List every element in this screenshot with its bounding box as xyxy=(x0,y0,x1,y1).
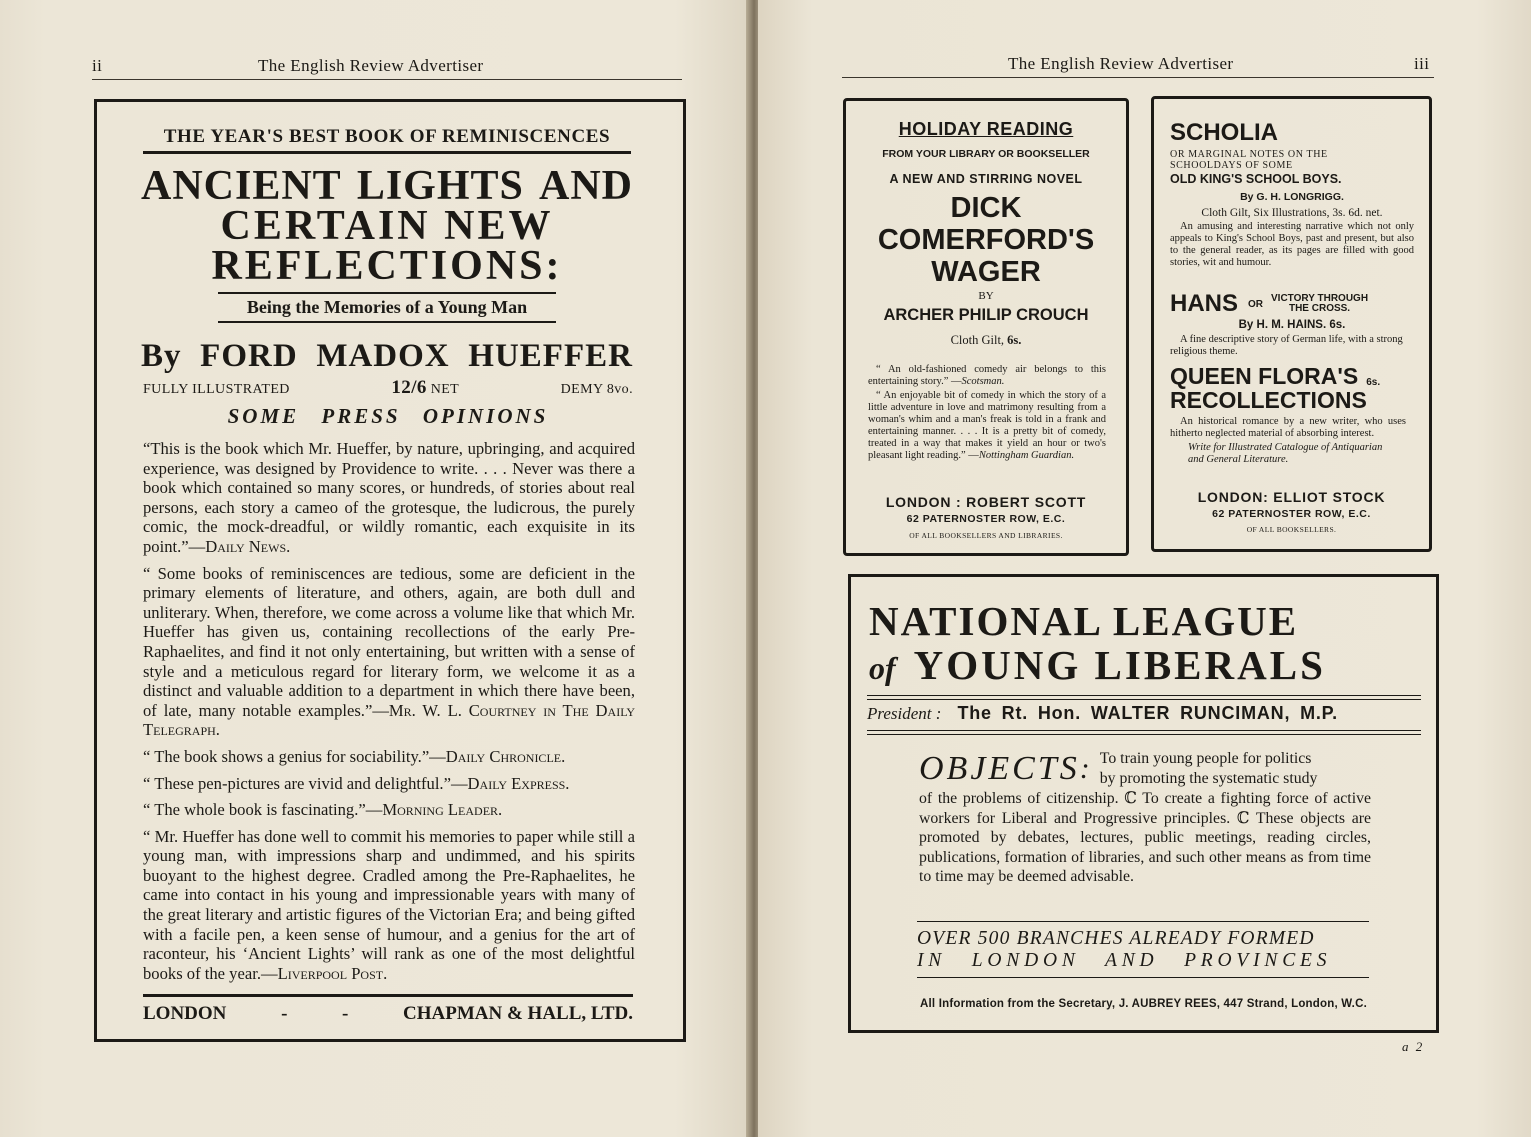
queen-price: 6s. xyxy=(1366,377,1381,388)
league-rule-bottom xyxy=(867,730,1421,735)
quote-source: Daily Chronicle. xyxy=(445,746,566,766)
book-title xyxy=(141,163,633,289)
press-opinions-heading: SOME PRESS OPINIONS xyxy=(227,404,549,428)
novel-binding-price: Cloth Gilt, 6s. xyxy=(950,333,1022,347)
quote-source: Morning Leader. xyxy=(382,800,503,820)
scholia-author: By G. H. LONGRIGG. xyxy=(1240,191,1344,203)
author-word-2: MADOX xyxy=(316,338,450,374)
league-info: All Information from the Secretary, J. AUBREY REES, 447 Strand, London, W.C. xyxy=(920,998,1367,1010)
scholia-sub-3: OLD KING'S SCHOOL BOYS. xyxy=(1170,172,1342,186)
footer-publisher: CHAPMAN & HALL, LTD. xyxy=(403,1003,633,1024)
title-word-lights: LIGHTS xyxy=(356,163,524,209)
book-format: DEMY 8vo. xyxy=(560,382,633,397)
hans-block xyxy=(1170,290,1414,358)
hans-title: HANS xyxy=(1170,290,1239,317)
objects-colon: : xyxy=(1079,752,1090,785)
right-folio: iii xyxy=(1414,54,1430,73)
novel-by: BY xyxy=(978,290,994,302)
title-line-3: REFLECTIONS: xyxy=(211,243,563,289)
book-author xyxy=(141,338,633,375)
title-line-2: CERTAIN NEW xyxy=(220,203,554,249)
young-liberals-advert xyxy=(848,574,1439,1033)
league-title-of: of xyxy=(869,650,896,686)
left-folio: ii xyxy=(92,56,103,75)
hans-desc: A fine descriptive story of German life, with a strong religious theme. xyxy=(1170,334,1403,357)
stock-sellers: OF ALL BOOKSELLERS. xyxy=(1246,525,1337,534)
price-line xyxy=(143,377,633,399)
author-word-1: FORD xyxy=(200,338,298,374)
author-word-3: HUEFFER xyxy=(468,338,633,374)
advert-header: THE YEAR'S BEST BOOK OF REMINISCENCES xyxy=(143,126,631,154)
scholia-desc: An amusing and interesting narrative which not only appeals to King's School Boys, past and present, but also to the general reader, as its pages are filled with good stories, wit and humour. xyxy=(1170,221,1414,268)
branches-line-2: IN LONDON AND PROVINCES xyxy=(917,950,1332,971)
novel-title-2: COMERFORD'S xyxy=(877,224,1095,256)
president-line xyxy=(867,703,1421,724)
book-subtitle: Being the Memories of a Young Man xyxy=(218,292,556,323)
quote-item: “ The book shows a genius for sociability.”—Daily Chronicle. xyxy=(143,746,566,766)
footer-city: LONDON xyxy=(143,1003,227,1024)
left-head-rule xyxy=(92,79,682,80)
catalogue-note: Write for Illustrated Catalogue of Antiquarian and General Literature. xyxy=(1188,442,1383,465)
scholia-sub-1: OR MARGINAL NOTES ON THE xyxy=(1170,149,1328,160)
objects-line-2: by promoting the systematic study xyxy=(1099,770,1318,787)
hans-price: 6s. xyxy=(1329,319,1346,331)
league-title-1: NATIONAL LEAGUE xyxy=(869,598,1299,644)
holiday-tagline: A NEW AND STIRRING NOVEL xyxy=(889,172,1083,186)
quote-source: Daily Express. xyxy=(467,773,570,793)
title-word-ancient: ANCIENT xyxy=(141,163,342,209)
scholia-binding: Cloth Gilt, Six Illustrations, 3s. 6d. net. xyxy=(1201,207,1383,219)
quote-source: Daily News. xyxy=(205,536,291,556)
president-label: President : xyxy=(867,704,942,723)
title-word-and: AND xyxy=(539,163,633,209)
branches-line-1: OVER 500 BRANCHES ALREADY FORMED xyxy=(917,928,1315,949)
novel-price: 6s. xyxy=(1007,333,1022,347)
holiday-from: FROM YOUR LIBRARY OR BOOKSELLER xyxy=(882,148,1090,160)
footer-dash: - xyxy=(342,1003,349,1024)
quote-item: “ Mr. Hueffer has done well to commit his memories to paper while still a young man, with impressions sharp and undimmed, and his spirits buoyant to the highest degree. Cradled among the Pre-Raphaelites, he came into contact in his young and impressionable years with many of the great literary and artistic figures of the Victorian Era; and being gifted with a facile pen, a keen sense of humour, and a genius for the art of raconteur, his ‘Ancient Lights’ will rank as one of the most delightful books of the year.—Liverpool Post. xyxy=(143,826,635,983)
elliot-stock-advert xyxy=(1151,96,1432,552)
hans-or: OR xyxy=(1248,298,1264,310)
right-page xyxy=(758,0,1531,1137)
quote-source: Mr. W. L. Courtney in The Daily Telegraph. xyxy=(143,700,635,740)
footer-dash: - xyxy=(281,1003,288,1024)
objects-label: OBJECTS xyxy=(919,750,1080,787)
scholia-sub-2: SCHOOLDAYS OF SOME xyxy=(1170,160,1293,171)
press-quotes xyxy=(143,439,635,990)
queen-desc: An historical romance by a new writer, who uses hitherto neglected material of absorbing interest. xyxy=(1170,416,1406,439)
objects-block xyxy=(919,749,1371,887)
league-rule-top xyxy=(867,695,1421,700)
publisher-footer xyxy=(143,994,633,1025)
queen-title-2: RECOLLECTIONS xyxy=(1170,387,1367,413)
right-running-head: The English Review Advertiser xyxy=(1008,54,1234,73)
author-by: By xyxy=(141,338,182,374)
ancient-lights-advert xyxy=(94,99,686,1042)
president-name: The Rt. Hon. WALTER RUNCIMAN, M.P. xyxy=(957,703,1338,723)
quote-item: “ Some books of reminiscences are tedious, some are deficient in the primary elements of literature, and others, again, are both dull and unliterary. When, therefore, we come across a volume like that which Mr. Hueffer has given us, containing recollections of the early Pre-Raphaelites, and find it not only entertaining, but written with a sense of style and a meticulous regard for literary form, we welcome it as a distinct and valuable addition to a department in which there have been, of late, many notable examples.”—Mr. W. L. Courtney in The Daily Telegraph. xyxy=(143,563,635,740)
right-head-rule xyxy=(842,77,1434,78)
league-title-2: YOUNG LIBERALS xyxy=(913,642,1326,688)
objects-line-1: To train young people for politics xyxy=(1099,750,1312,768)
holiday-heading: HOLIDAY READING xyxy=(898,119,1074,139)
scholia-title: SCHOLIA xyxy=(1170,119,1278,146)
quote-item: “ The whole book is fascinating.”—Morning Leader. xyxy=(143,800,503,820)
signature-mark: a 2 xyxy=(1402,1039,1425,1054)
holiday-reading-advert xyxy=(843,98,1129,556)
holiday-address: 62 PATERNOSTER ROW, E.C. xyxy=(906,513,1066,525)
hans-author: By H. M. HAINS. xyxy=(1238,319,1327,331)
book-price: 12/6 xyxy=(391,377,427,398)
queen-title-1: QUEEN FLORA'S xyxy=(1170,363,1359,389)
holiday-publisher: LONDON : ROBERT SCOTT xyxy=(885,494,1087,510)
review-1: “ An old-fashioned comedy air belongs to this entertaining story.” —Scotsman. xyxy=(868,364,1106,387)
objects-body: of the problems of citizenship. ℂ To create a fighting force of active workers for Liberal and Progressive principles. ℂ These objects are promoted by debates, lectures, public meetings, reading circles, publications, formation of libraries, and such other means as from time to time may be deemed advisable. xyxy=(919,790,1371,886)
illustrated-note: FULLY ILLUSTRATED xyxy=(143,382,290,397)
novel-author: ARCHER PHILIP CROUCH xyxy=(883,306,1089,324)
left-page xyxy=(0,0,750,1137)
quote-source: Liverpool Post. xyxy=(277,963,388,983)
novel-reviews xyxy=(868,364,1106,462)
review-2: “ An enjoyable bit of comedy in which the story of a little adventure in love and matrimony resulting from a woman's whim and a man's freak is told in a frank and entertaining manner. . . . It is a pretty bit of comedy, treated in a way that makes it yield an hour or two's pleasant light reading.” —Nottingham Guardian. xyxy=(868,390,1106,461)
hans-sub-2: THE CROSS. xyxy=(1288,303,1351,314)
quote-item: “This is the book which Mr. Hueffer, by nature, upbringing, and acquired experience, was designed by Providence to write. . . . Never was there a book which contained so many scores, or hundreds, of stories about real persons, each story a cameo of the grotesque, the ludicrous, the purely comic, the mock-dreadful, or wildly romantic, each exquisite in its point.”—Daily News. xyxy=(143,439,635,556)
hans-sub-1: VICTORY THROUGH xyxy=(1271,293,1369,304)
price-suffix: NET xyxy=(430,382,460,397)
branches-block xyxy=(917,921,1369,978)
league-title xyxy=(869,599,1419,690)
stock-address: 62 PATERNOSTER ROW, E.C. xyxy=(1212,508,1371,520)
novel-title-1: DICK xyxy=(950,192,1022,224)
stock-publisher: LONDON: ELLIOT STOCK xyxy=(1197,489,1386,505)
novel-title-3: WAGER xyxy=(931,256,1041,288)
queen-flora-block xyxy=(1170,364,1420,466)
holiday-sellers: OF ALL BOOKSELLERS AND LIBRARIES. xyxy=(909,531,1063,540)
quote-item: “ These pen-pictures are vivid and delightful.”—Daily Express. xyxy=(143,773,570,793)
left-running-head: The English Review Advertiser xyxy=(258,56,484,75)
